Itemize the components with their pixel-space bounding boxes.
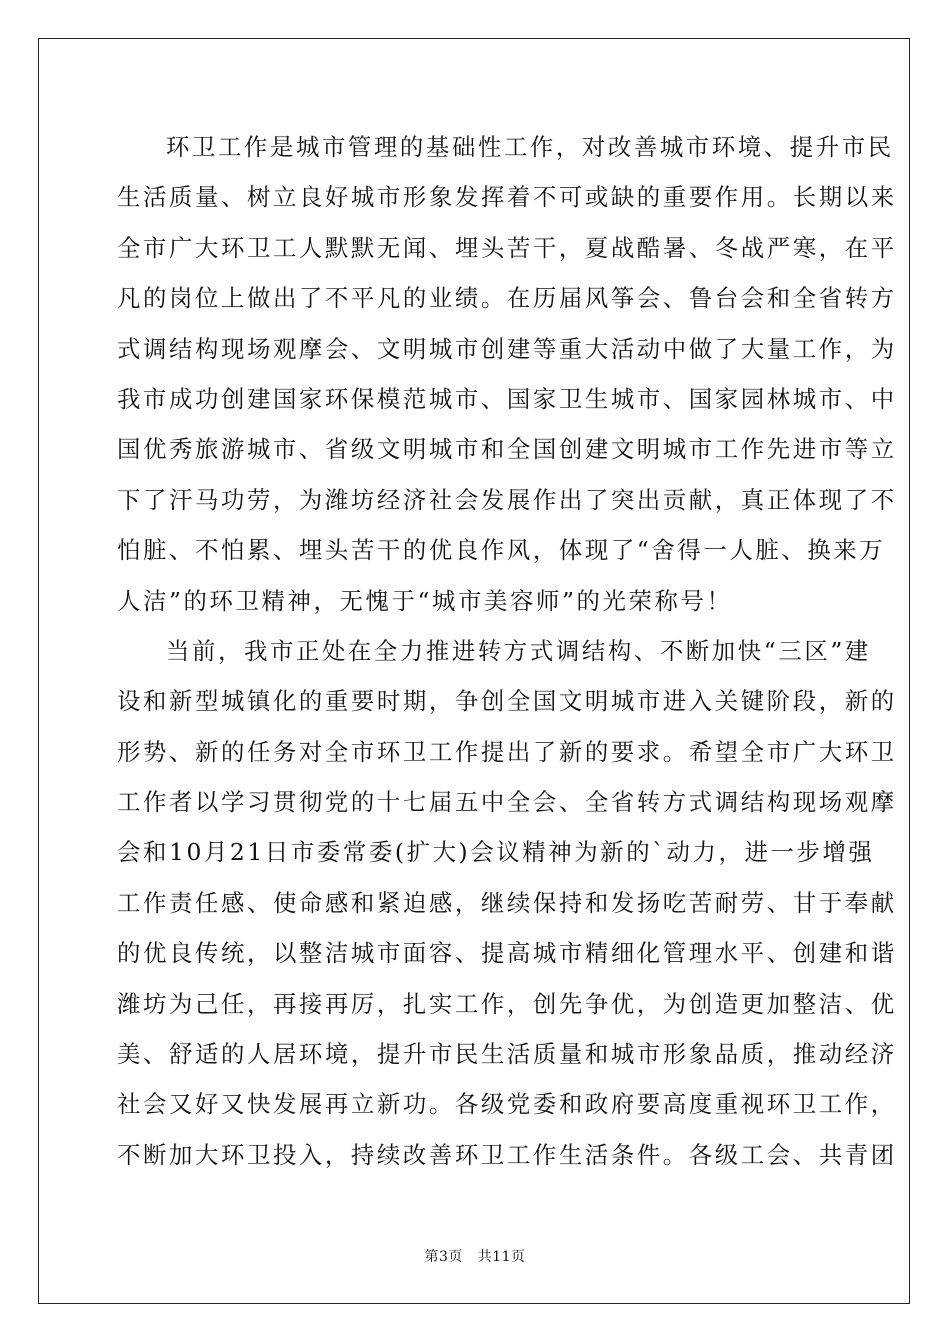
paragraph-2-line: 的优良传统，以整洁城市面容、提高城市精细化管理水平、创建和谐 xyxy=(117,939,897,968)
paragraph-1-line: 我市成功创建国家环保模范城市、国家卫生城市、国家园林城市、中 xyxy=(117,384,897,413)
paragraph-1-line: 人洁”的环卫精神，无愧于“城市美容师”的光荣称号！ xyxy=(117,586,733,615)
page-number-footer: 第3页 共11页 xyxy=(424,1249,526,1265)
paragraph-2-line: 设和新型城镇化的重要时期，争创全国文明城市进入关键阶段，新的 xyxy=(117,687,897,716)
paragraph-1-line: 国优秀旅游城市、省级文明城市和全国创建文明城市工作先进市等立 xyxy=(117,435,897,464)
paragraph-2-line: 潍坊为己任，再接再厉，扎实工作，创先争优，为创造更加整洁、优 xyxy=(117,989,897,1018)
paragraph-2-line: 社会又好又快发展再立新功。各级党委和政府要高度重视环卫工作， xyxy=(117,1090,897,1119)
paragraph-2-line: 不断加大环卫投入，持续改善环卫工作生活条件。各级工会、共青团 xyxy=(117,1140,897,1169)
paragraph-2-line: 工作责任感、使命感和紧迫感，继续保持和发扬吃苦耐劳、甘于奉献 xyxy=(117,888,897,917)
paragraph-2-line: 形势、新的任务对全市环卫工作提出了新的要求。希望全市广大环卫 xyxy=(117,737,897,766)
document-body xyxy=(117,122,897,1180)
paragraph-2-line: 会和10月21日市委常委(扩大)会议精神为新的`动力，进一步增强 xyxy=(117,838,875,867)
paragraph-2-line: 工作者以学习贯彻党的十七届五中全会、全省转方式调结构现场观摩 xyxy=(117,788,897,817)
paragraph-2-line: 当前，我市正处在全力推进转方式调结构、不断加快“三区”建 xyxy=(166,636,871,665)
paragraph-1-line: 下了汗马功劳，为潍坊经济社会发展作出了突出贡献，真正体现了不 xyxy=(117,485,897,514)
paragraph-1-line: 生活质量、树立良好城市形象发挥着不可或缺的重要作用。长期以来 xyxy=(117,183,897,212)
paragraph-2-line: 美、舒适的人居环境，提升市民生活质量和城市形象品质，推动经济 xyxy=(117,1040,897,1069)
paragraph-1-line: 式调结构现场观摩会、文明城市创建等重大活动中做了大量工作，为 xyxy=(117,334,897,363)
paragraph-1-line: 凡的岗位上做出了不平凡的业绩。在历届风筝会、鲁台会和全省转方 xyxy=(117,284,897,313)
paragraph-1-line: 全市广大环卫工人默默无闻、埋头苦干，夏战酷暑、冬战严寒，在平 xyxy=(117,233,897,262)
paragraph-1-line: 怕脏、不怕累、埋头苦干的优良作风，体现了“舍得一人脏、换来万 xyxy=(117,536,886,565)
paragraph-1-line: 环卫工作是城市管理的基础性工作，对改善城市环境、提升市民 xyxy=(166,133,894,161)
